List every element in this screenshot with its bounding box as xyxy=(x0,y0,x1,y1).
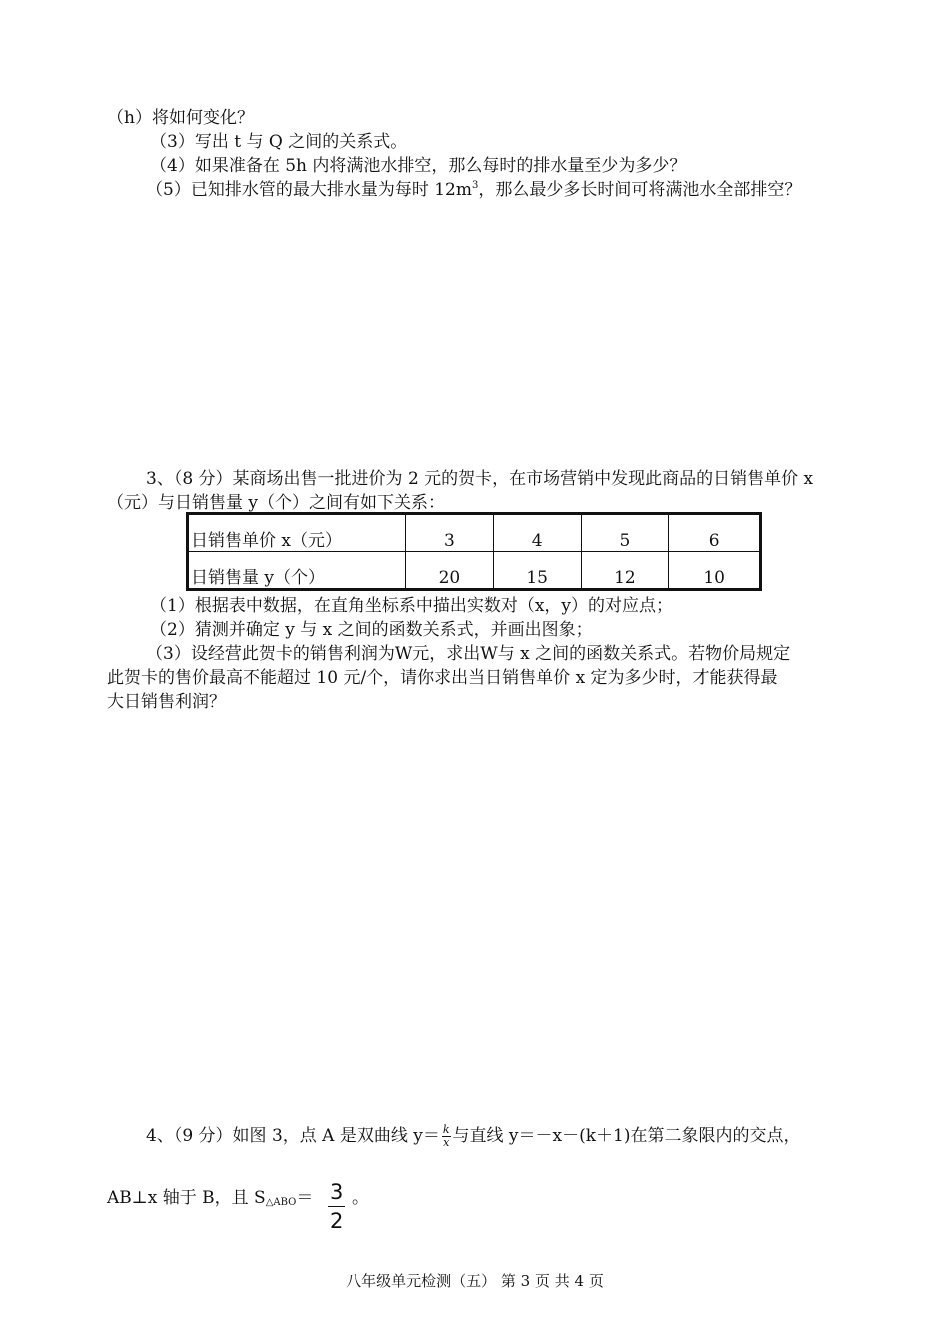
table-cell: 5 xyxy=(581,514,669,552)
table-cell: 6 xyxy=(669,514,761,552)
q3-part-3-b: 此贺卡的售价最高不能超过 10 元/个，请你求出当日销售单价 x 定为多少时，才能获得最 xyxy=(107,668,778,688)
q4-text-b: 与直线 y＝－x－(k＋1)在第二象限内的交点， xyxy=(452,1126,801,1146)
q3-part-1: （1）根据表中数据，在直角坐标系中描出实数对（x，y）的对应点； xyxy=(150,596,674,616)
table-cell: 12 xyxy=(581,552,669,590)
table-cell: 10 xyxy=(669,552,761,590)
q4-line-2 xyxy=(107,1186,313,1215)
q2-part-4: （4）如果准备在 5h 内将满池水排空，那么每时的排水量至少为多少？ xyxy=(150,156,687,176)
q2-line-0: （h）将如何变化？ xyxy=(107,108,254,128)
q2-part-5 xyxy=(146,178,801,202)
fraction-denominator: 2 xyxy=(330,1209,344,1233)
table-cell: 4 xyxy=(493,514,581,552)
q2-part-3: （3）写出 t 与 Q 之间的关系式。 xyxy=(150,132,408,152)
q2-part-5-text-a: （5）已知排水管的最大排水量为每时 12m xyxy=(146,180,472,200)
fraction-denominator: x xyxy=(443,1136,450,1149)
q2-part-5-text-b: ，那么最少多长时间可将满池水全部排空？ xyxy=(478,180,802,200)
three-halves-fraction xyxy=(328,1178,345,1235)
area-subscript: △ABO xyxy=(265,1197,297,1208)
q4-text-a: 4、（9 分）如图 3，点 A 是双曲线 y＝ xyxy=(146,1126,440,1146)
q4-line-1 xyxy=(146,1124,801,1149)
q2-part-5-superscript: 3 xyxy=(471,180,479,191)
fraction-numerator: 3 xyxy=(328,1178,345,1207)
q3-part-3-a: （3）设经营此贺卡的销售利润为W元，求出W与 x 之间的函数关系式。若物价局规定 xyxy=(146,644,791,664)
q4-equals: ＝ xyxy=(296,1188,314,1208)
price-sales-table xyxy=(186,512,762,591)
k-over-x-fraction xyxy=(442,1124,451,1149)
page-footer: 八年级单元检测（五） 第 3 页 共 4 页 xyxy=(346,1272,604,1290)
table-cell: 20 xyxy=(406,552,494,590)
q3-part-2: （2）猜测并确定 y 与 x 之间的函数关系式，并画出图象； xyxy=(150,620,593,640)
table-row-label: 日销售单价 x（元） xyxy=(188,514,406,552)
q3-part-3-c: 大日销售利润？ xyxy=(107,692,226,712)
q4-period: 。 xyxy=(352,1188,369,1208)
table-cell: 15 xyxy=(493,552,581,590)
table-row-label: 日销售量 y（个） xyxy=(188,552,406,590)
table-row xyxy=(188,552,761,590)
fraction-numerator: k xyxy=(442,1123,450,1136)
q3-line-2: （元）与日销售量 y（个）之间有如下关系： xyxy=(107,493,446,513)
q4-text-c: AB⊥x 轴于 B，且 S xyxy=(107,1188,266,1208)
table-cell: 3 xyxy=(406,514,494,552)
table-row xyxy=(188,514,761,552)
q3-line-1: 3、（8 分）某商场出售一批进价为 2 元的贺卡，在市场营销中发现此商品的日销售单价 x xyxy=(146,469,814,489)
